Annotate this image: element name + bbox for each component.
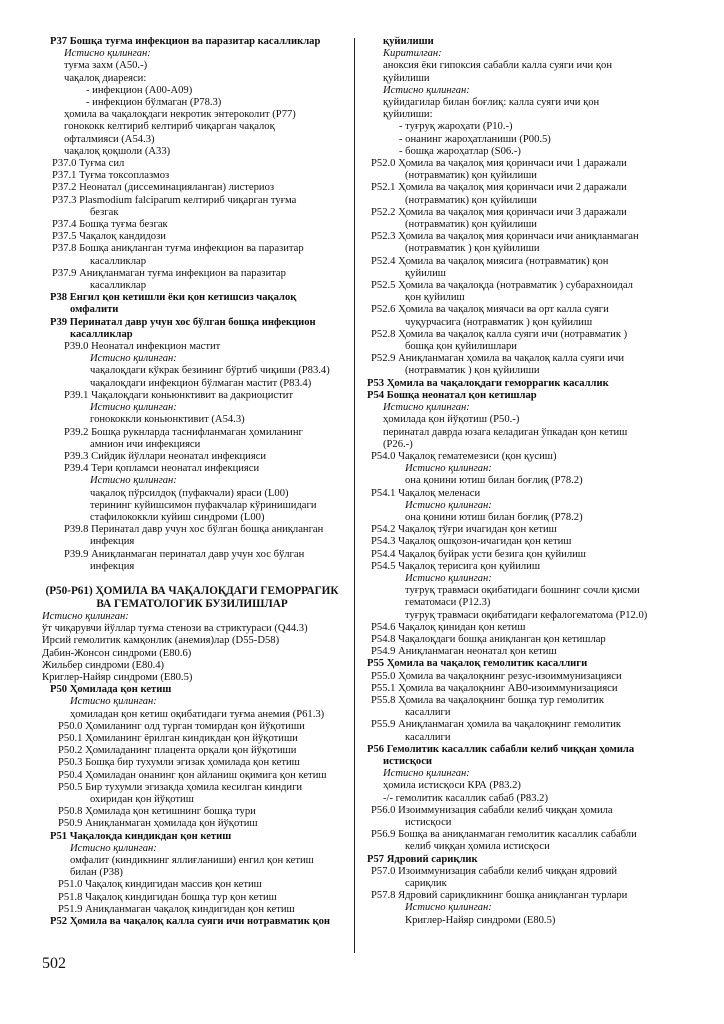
right-line: P57.0 Изоиммунизация сабабли келиб чиққан ядровий — [371, 865, 618, 877]
right-line: қуйилиш — [405, 267, 446, 279]
left-line: ҳомиладан қон кетиш оқибатидаги туғма анемия (P61.3) — [70, 708, 325, 720]
left-line: P39.0 Неонатал инфекцион мастит — [64, 341, 221, 353]
left-line: инфекция — [90, 560, 135, 572]
left-section-heading: P52 Ҳомила ва чақалоқ калла суяги ичи нотравматик қон — [50, 916, 331, 928]
left-note-label: Истисно қилинган: — [90, 353, 177, 365]
right-section-heading: P55 Ҳомила ва чақалоқ гемолитик касаллиги — [367, 658, 588, 670]
right-line: ҳомила истисқоси КРА (P83.2) — [383, 780, 521, 792]
right-line: (нотравматик) қон қуйилиши — [405, 170, 537, 182]
right-section-heading: истисқоси — [383, 755, 433, 767]
left-line: P50.1 Ҳомиланинг ёрилган киндикдан қон йўқотиши — [58, 732, 298, 744]
left-note-label: Истисно қилинган: — [70, 842, 157, 854]
left-line: инфекция — [90, 536, 135, 548]
left-line: охиридан қон йўқотиш — [90, 793, 194, 805]
left-note-label: Истисно қилинган: — [90, 475, 177, 487]
right-line: P52.5 Ҳомила ва чақалоқда (нотравматик ) субарахноидал — [371, 280, 633, 292]
right-line: келиб чиққан ҳомила истисқоси — [405, 841, 550, 853]
right-line: (нотравматик) қон қуйилиши — [405, 194, 537, 206]
left-column — [42, 36, 342, 928]
right-line: P54.4 Чақалоқ буйрак усти безига қон қуйилиш — [371, 548, 586, 560]
left-note-label: Истисно қилинган: — [90, 402, 177, 414]
left-section-heading: P39 Перинатал давр учун хос бўлган бошқа инфекцион — [50, 316, 316, 328]
right-line: P52.1 Ҳомила ва чақалоқ мия қоринчаси ичи 2 даражали — [371, 182, 627, 194]
left-line: омфалит (киндикнинг яллиғланиши) енгил қон кетиш — [70, 855, 314, 866]
left-line: P39.3 Сийдик йўллари неонатал инфекцияси — [64, 450, 267, 462]
right-line: гематомаси (P12.3) — [405, 597, 491, 609]
right-line: P54.2 Чақалоқ тўғри ичагидан қон кетиш — [371, 524, 557, 536]
right-line: - туғруқ жароҳати (P10.-) — [399, 121, 513, 133]
right-line: Криглер-Найяр синдроми (E80.5) — [405, 914, 556, 926]
right-section-heading: P56 Гемолитик касаллик сабабли келиб чиққан ҳомила — [367, 743, 635, 755]
right-line: она қонини ютиш билан боғлиқ (P78.2) — [405, 511, 583, 523]
spacer — [42, 573, 342, 585]
left-section-heading: P50 Ҳомилада қон кетиш — [50, 684, 172, 696]
left-line: P39.8 Перинатал давр учун хос бўлган бошқа аниқланган — [64, 524, 324, 536]
left-line: P50.2 Ҳомиладанинг плацента орқали қон йўқотиши — [58, 745, 297, 757]
left-line: P37.5 Чақалоқ кандидози — [52, 231, 166, 243]
left-line: P37.3 Plasmodium falciparum келтириб чиқарган туғма — [52, 194, 297, 206]
right-note-label: Истисно қилинган: — [383, 402, 470, 414]
left-line: P37.2 Неонатал (диссеминацияланган) листериоз — [52, 182, 275, 194]
right-note-label: Истисно қилинган: — [405, 463, 492, 475]
right-line: P52.2 Ҳомила ва чақалоқ мия қоринчаси ичи 3 даражали — [371, 206, 627, 218]
right-line: P54.5 Чақалоқ терисига қон қуйилиш — [371, 560, 541, 572]
left-line: касалликлар — [90, 255, 146, 267]
right-line: касаллиги — [405, 707, 451, 719]
left-section-heading: P51 Чақалоқда киндикдан қон кетиш — [50, 830, 232, 842]
right-line: - онанинг жароҳатланиши (P00.5) — [399, 133, 551, 145]
left-line: чақалоқ пўрсилдоқ (пуфакчали) яраси (L00) — [90, 487, 289, 499]
right-line: қуйилиши: — [383, 109, 433, 121]
right-line: чуқурчасига (нотравматик ) қон қуйилиш — [405, 316, 593, 328]
page-number: 502 — [42, 955, 66, 972]
right-section-heading: P54 Бошқа неонатал қон кетишлар — [367, 389, 537, 401]
right-line: - бошқа жароҳатлар (S06.-) — [399, 145, 521, 157]
right-line: P52.9 Аниқланмаган ҳомила ва чақалоқ калла суяги ичи — [371, 353, 625, 365]
left-line: Дабин-Жонсон синдроми (E80.6) — [42, 647, 192, 659]
right-line: P55.9 Аниқланмаган ҳомила ва чақалоқнинг гемолитик — [371, 719, 622, 731]
left-note-label: Истисно қилинган: — [70, 696, 157, 708]
right-line: сариқлик — [405, 878, 447, 890]
right-line: қон қуйилиш — [405, 292, 465, 304]
right-line: P56.9 Бошқа ва аниқланмаган гемолитик касаллик сабабли — [371, 829, 637, 841]
right-line: P52.3 Ҳомила ва чақалоқ мия қоринчаси ичи аниқланмаган — [371, 231, 639, 243]
left-line: чақалоқ диареяси: — [64, 72, 147, 84]
left-line: P39.9 Аниқланмаган перинатал давр учун хос бўлган — [64, 548, 305, 560]
right-line: P55.8 Ҳомила ва чақалоқнинг бошқа тур гемолитик — [371, 694, 604, 706]
left-line: ҳомила ва чақалоқдаги некротик энтероколит (P77) — [64, 109, 296, 121]
right-section-heading: P53 Ҳомила ва чақалоқдаги геморрагик касаллик — [367, 377, 609, 389]
right-line: қуйидагилар билан боғлиқ: калла суяги ичи қон — [383, 97, 600, 109]
left-line: чақалоқдаги кўкрак безининг бўртиб чиқиши (P83.4) — [90, 365, 330, 377]
right-line: истисқоси — [405, 817, 452, 828]
left-line: P51.9 Аниқланмаган чақалоқ киндигидан қон кетиш — [58, 903, 295, 915]
right-line: перинатал даврда юзага келадиган ўпкадан қон кетиш — [383, 426, 628, 438]
right-line: P55.0 Ҳомила ва чақалоқнинг резус-изоиммунизацияси — [371, 670, 622, 682]
left-line: P50.8 Ҳомилада қон кетишнинг бошқа тури — [58, 806, 256, 818]
left-line: P50.4 Ҳомиладан онанинг қон айланиш оқимига қон кетиш — [58, 769, 327, 781]
right-section-heading: қуйилиши — [383, 36, 434, 47]
left-line: чақалоқдаги инфекцион бўлмаган мастит (P83.4) — [90, 377, 312, 389]
right-line: P54.3 Чақалоқ ошқозон-ичагидан қон кетиш — [371, 536, 572, 548]
left-line: ўт чиқарувчи йўллар туғма стенози ва стриктураси (Q44.3) — [42, 623, 308, 635]
right-line: (нотравматик ) қон қуйилиши — [405, 365, 540, 377]
right-line: P52.6 Ҳомила ва чақалоқ миячаси ва орт калла суяги — [371, 304, 609, 316]
right-line: P52.0 Ҳомила ва чақалоқ мия қоринчаси ичи 1 даражали — [371, 158, 627, 170]
left-section-heading: омфалити — [70, 304, 119, 316]
left-line: P50.0 Ҳомиланинг олд турган томирдан қон йўқотиши — [58, 720, 305, 732]
left-line: P51.0 Чақалоқ киндигидан массив қон кетиш — [58, 879, 262, 891]
right-note-label: Киритилган: — [383, 48, 442, 60]
left-note-label: Истисно қилинган: — [42, 610, 129, 622]
left-note-label: Истисно қилинган: — [64, 48, 151, 60]
right-line: -/- гемолитик касаллик сабаб (P83.2) — [383, 792, 548, 804]
right-line: бошқа қон қуйилишлари — [405, 341, 517, 353]
right-line: P52.8 Ҳомила ва чақалоқ калла суяги ичи (нотравматик ) — [371, 328, 628, 340]
left-line: Криглер-Найяр синдроми (E80.5) — [42, 671, 193, 683]
left-line: P50.9 Аниқланмаган ҳомилада қон йўқотиш — [58, 818, 258, 830]
right-line: P54.0 Чақалоқ гематемезиси (қон қусиш) — [371, 450, 557, 462]
left-line: Жильбер синдроми (E80.4) — [42, 659, 165, 671]
right-line: P54.1 Чақалоқ меленаси — [371, 487, 481, 499]
right-note-label: Истисно қилинган: — [405, 572, 492, 584]
left-line: P37.0 Туғма сил — [52, 158, 125, 170]
left-line: офталмияси (A54.3) — [64, 133, 155, 145]
right-line: P57.8 Ядровий сариқликнинг бошқа аниқланган турлари — [371, 890, 628, 902]
right-note-label: Истисно қилинган: — [405, 499, 492, 511]
block-heading: (P50-P61) ҲОМИЛА ВА ЧАҚАЛОҚДАГИ ГЕМОРРАГИК — [45, 584, 339, 597]
left-line: P37.9 Аниқланмаган туғма инфекцион ва паразитар — [52, 267, 286, 279]
right-line: (нотравматик ) қон қуйилиши — [405, 243, 540, 255]
right-note-label: Истисно қилинган: — [405, 902, 492, 914]
right-line: P54.6 Чақалоқ қинидан қон кетиш — [371, 621, 526, 633]
left-section-heading: P38 Енгил қон кетишли ёки қон кетишсиз чақалоқ — [50, 292, 297, 304]
left-line: P39.4 Тери қопламси неонатал инфекцияси — [64, 463, 260, 475]
left-line: P50.5 Бир тухумли эгизакда ҳомила кесилган киндиги — [58, 781, 303, 793]
right-line: туғруқ травмаси оқибатидаги бошнинг сочли қисми — [405, 585, 640, 597]
block-heading: ВА ГЕМАТОЛОГИК БУЗИЛИШЛАР — [96, 597, 288, 610]
left-line: гонококк келтириб келтириб чиқарган чақалоқ — [64, 121, 275, 133]
right-line: касаллиги — [405, 731, 451, 743]
left-line: касалликлар — [90, 280, 146, 292]
right-line: P55.1 Ҳомила ва чақалоқнинг АВ0-изоиммунизацияси — [371, 682, 618, 694]
left-line: билан (P38) — [70, 867, 123, 879]
left-line: P39.2 Бошқа рукнларда таснифланмаган ҳомиланинг — [64, 426, 303, 438]
left-line: P37.4 Бошқа туғма безгак — [52, 219, 168, 231]
left-line: P50.3 Бошқа бир тухумли эгизак ҳомилада қон кетиш — [58, 757, 300, 769]
right-column — [367, 36, 667, 927]
right-line: (P26.-) — [383, 438, 413, 450]
left-line: P37.8 Бошқа аниқланган туғма инфекцион ва паразитар — [52, 243, 304, 255]
right-line: она қонини ютиш билан боғлиқ (P78.2) — [405, 475, 583, 487]
right-line: P56.0 Изоиммунизация сабабли келиб чиққан ҳомила — [371, 804, 613, 816]
left-line: амнион ичи инфекцияси — [90, 438, 201, 450]
left-line: терининг куйишсимон пуфакчалар кўринишидаги — [90, 499, 317, 511]
left-line: безгак — [90, 206, 119, 218]
right-section-heading: P57 Ядровий сариқлик — [367, 853, 478, 865]
left-line: стафилококкли куйиш синдроми (L00) — [90, 511, 265, 523]
right-note-label: Истисно қилинган: — [383, 84, 470, 96]
left-line: - инфекцион бўлмаган (P78.3) — [86, 97, 222, 109]
left-line: - инфекцион (A00-A09) — [86, 84, 193, 96]
left-line: чақалоқ қоқшоли (A33) — [64, 145, 171, 157]
left-line: гонококкли коньюнктивит (A54.3) — [90, 414, 245, 426]
right-line: P54.8 Чақалоқдаги бошқа аниқланган қон кетишлар — [371, 633, 606, 645]
right-line: ҳомилада қон йўқотиш (P50.-) — [383, 414, 520, 426]
right-line: P54.9 Аниқланмаган неонатал қон кетиш — [371, 646, 557, 658]
left-line: Ирсий гемолитик камқонлик (анемия)лар (D55-D58) — [42, 635, 280, 647]
right-line: (нотравматик) қон қуйилиши — [405, 219, 537, 231]
left-section-heading: P37 Бошқа туғма инфекцион ва паразитар касалликлар — [50, 36, 321, 47]
left-line: P51.8 Чақалоқ киндигидан бошқа тур қон кетиш — [58, 891, 277, 903]
left-section-heading: касалликлар — [70, 328, 133, 340]
left-line: P39.1 Чақалоқдаги коньюнктивит ва дакриоцистит — [64, 389, 294, 401]
right-note-label: Истисно қилинган: — [383, 768, 470, 780]
right-line: P52.4 Ҳомила ва чақалоқ миясига (нотравматик) қон — [371, 255, 609, 267]
left-line: туғма захм (A50.-) — [64, 60, 148, 72]
column-divider — [354, 38, 355, 953]
left-line: P37.1 Туғма токсоплазмоз — [52, 170, 170, 182]
right-line: қуйилиши — [383, 72, 430, 84]
right-line: туғруқ травмаси оқибатидаги кефалогематома (P12.0) — [405, 609, 648, 621]
right-line: аноксия ёки гипоксия сабабли калла суяги ичи қон — [383, 60, 612, 72]
